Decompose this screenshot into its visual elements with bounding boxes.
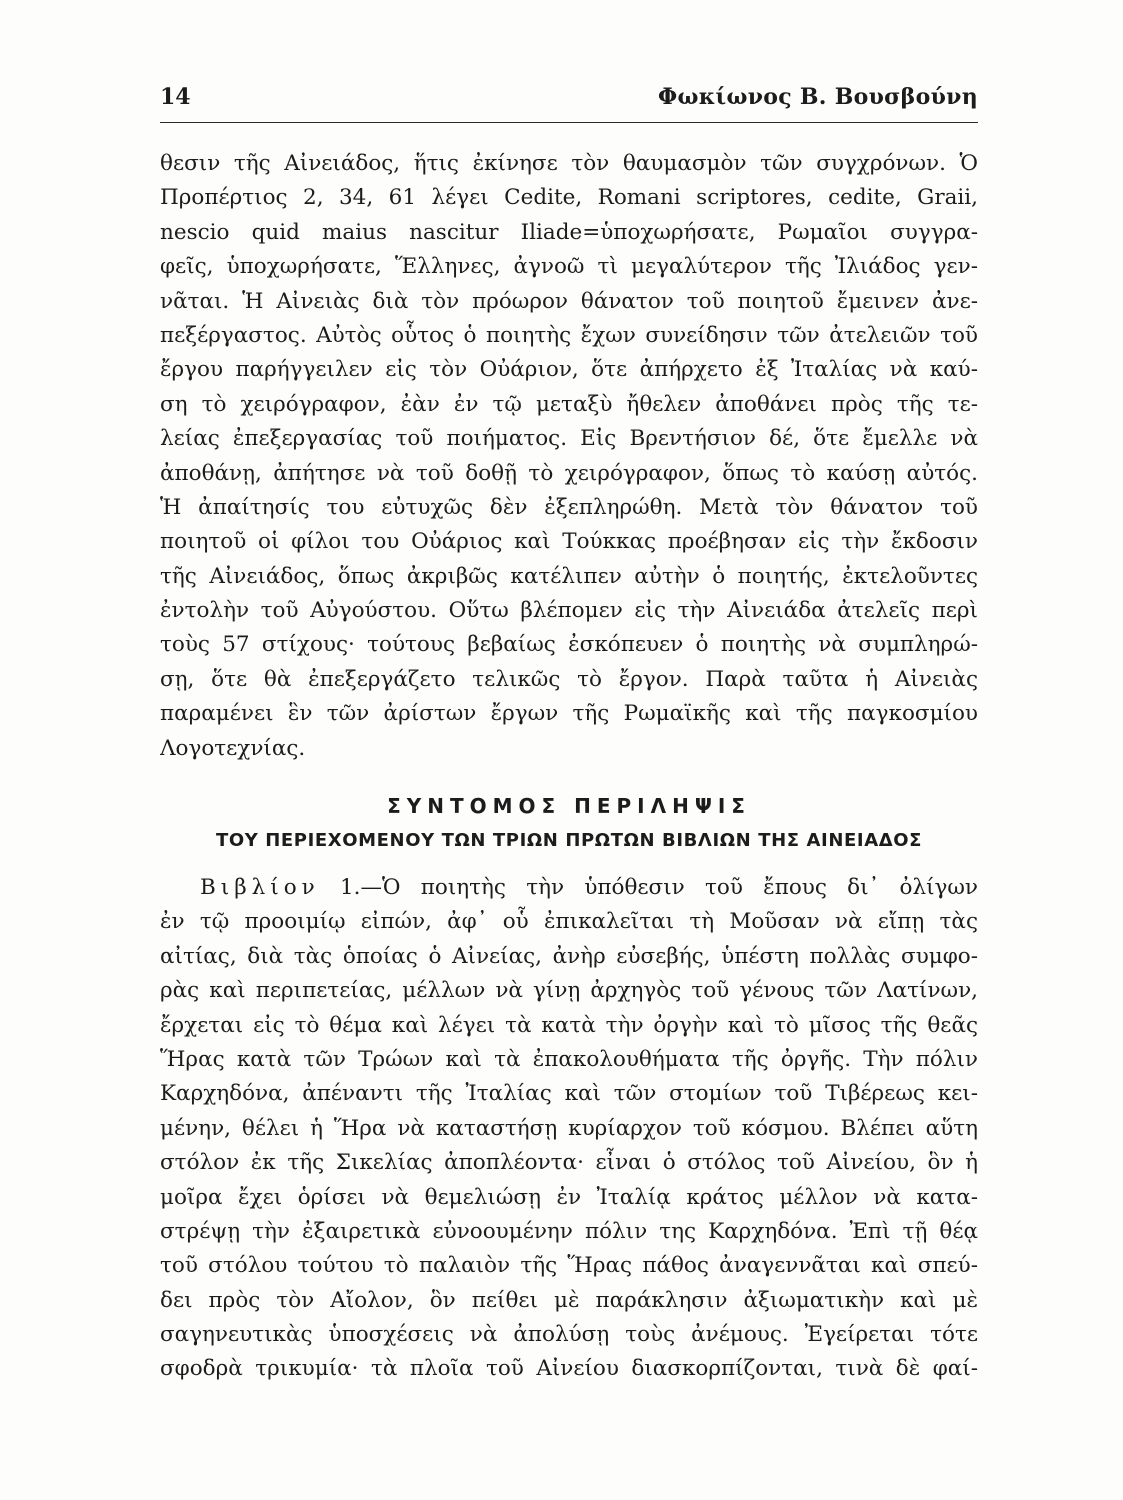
- text-line: ἔργου παρήγγειλεν εἰς τὸν Οὐάριον, ὅτε ἀπήρχετο ἐξ Ἰταλίας νὰ καύ-: [160, 357, 978, 383]
- text-line: ἔρχεται εἰς τὸ θέμα καὶ λέγει τὰ κατὰ τὴν ὀργὴν καὶ τὸ μῖσος τῆς θεᾶς: [160, 1012, 978, 1038]
- text-line: θεσιν τῆς Αἰνειάδος, ἥτις ἐκίνησε τὸν θαυμασμὸν τῶν συγχρόνων. Ὁ: [160, 151, 978, 176]
- text-line: Ἡ ἀπαίτησίς του εὐτυχῶς δὲν ἐξεπληρώθη. Μετὰ τὸν θάνατον τοῦ: [160, 494, 978, 520]
- text-line: αἰτίας, διὰ τὰς ὁποίας ὁ Αἰνείας, ἀνὴρ εὐσεβής, ὑπέστη πολλὰς συμφο-: [160, 943, 978, 969]
- text-line: ἐν τῷ προοιμίῳ εἰπών, ἀφ᾽ οὗ ἐπικαλεῖται τὴ Μοῦσαν νὰ εἴπῃ τὰς: [160, 909, 978, 935]
- first-line-text: 1.—Ὁ ποιητὴς τὴν ὑπόθεσιν τοῦ ἔπους δι᾽ ὀλίγων: [319, 875, 978, 900]
- text-line: ρὰς καὶ περιπετείας, μέλλων νὰ γίνῃ ἀρχηγὸς τοῦ γένους τῶν Λατίνων,: [160, 978, 978, 1004]
- text-line: δει πρὸς τὸν Αἴολον, ὃν πείθει μὲ παράκλησιν ἀξιωματικὴν καὶ μὲ: [160, 1287, 978, 1313]
- page-number: 14: [160, 84, 191, 110]
- text-line: σῃ, ὅτε θὰ ἐπεξεργάζετο τελικῶς τὸ ἔργον. Παρὰ ταῦτα ἡ Αἰνειὰς: [160, 666, 978, 692]
- text-line: Προπέρτιος 2, 34, 61 λέγει Cedite, Romani scriptores, cedite, Graii,: [160, 185, 978, 211]
- header-rule: [160, 122, 978, 123]
- text-line: μοῖρα ἔχει ὁρίσει νὰ θεμελιώσῃ ἐν Ἰταλίᾳ κράτος μέλλον νὰ κατα-: [160, 1184, 978, 1210]
- paragraph-2: [160, 871, 978, 1387]
- text-line: τοὺς 57 στίχους· τούτους βεβαίως ἐσκόπευεν ὁ ποιητὴς νὰ συμπληρώ-: [160, 632, 978, 658]
- text-line: παραμένει ἓν τῶν ἀρίστων ἔργων τῆς Ρωμαϊκῆς καὶ τῆς παγκοσμίου: [160, 701, 978, 727]
- paragraph-1: [160, 147, 978, 766]
- text-line: Καρχηδόνα, ἀπέναντι τῆς Ἰταλίας καὶ τῶν στομίων τοῦ Τιβέρεως κει-: [160, 1081, 978, 1107]
- text-line: μένην, θέλει ἡ Ἥρα νὰ καταστήσῃ κυρίαρχον τοῦ κόσμου. Βλέπει αὕτη: [160, 1115, 978, 1141]
- section-subtitle: ΤΟΥ ΠΕΡΙΕΧΟΜΕΝΟΥ ΤΩΝ ΤΡΙΩΝ ΠΡΩΤΩΝ ΒΙΒΛΙΩΝ ΤΗΣ ΑΙΝΕΙΑΔΟΣ: [215, 830, 923, 851]
- text-line: στόλον ἐκ τῆς Σικελίας ἀποπλέοντα· εἶναι ὁ στόλος τοῦ Αἰνείου, ὃν ἡ: [160, 1150, 978, 1176]
- text-line: στρέψῃ τὴν ἐξαιρετικὰ εὐνοουμένην πόλιν της Καρχηδόνα. Ἐπὶ τῇ θέᾳ: [160, 1218, 978, 1244]
- text-line: Λογοτεχνίας.: [160, 735, 306, 761]
- text-line: ση τὸ χειρόγραφον, ἐὰν ἐν τῷ μεταξὺ ἤθελεν ἀποθάνει πρὸς τῆς τε-: [160, 391, 978, 417]
- book-label: Βιβλίον: [200, 875, 320, 900]
- text-line: φεῖς, ὑποχωρήσατε, Ἕλληνες, ἀγνοῶ τὶ μεγαλύτερον τῆς Ἰλιάδος γεν-: [160, 254, 978, 280]
- running-head: Φωκίωνος Β. Βουσβούνη: [658, 84, 978, 110]
- text-line: σαγηνευτικὰς ὑποσχέσεις νὰ ἀπολύσῃ τοὺς ἀνέμους. Ἐγείρεται τότε: [160, 1322, 978, 1348]
- section-title: ΣΥΝΤΟΜΟΣ ΠΕΡΙΛΗΨΙΣ: [387, 794, 751, 818]
- text-line: λείας ἐπεξεργασίας τοῦ ποιήματος. Εἰς Βρεντήσιον δέ, ὅτε ἔμελλε νὰ: [160, 426, 978, 452]
- text-line: ἀποθάνῃ, ἀπήτησε νὰ τοῦ δοθῇ τὸ χειρόγραφον, ὅπως τὸ καύσῃ αὐτός.: [160, 460, 978, 486]
- text-line-first: [160, 871, 978, 905]
- text-line: σφοδρὰ τρικυμία· τὰ πλοῖα τοῦ Αἰνείου διασκορπίζονται, τινὰ δὲ φαί-: [160, 1356, 978, 1382]
- page-header: [160, 84, 978, 114]
- text-line: nescio quid maius nascitur Iliade=ὑποχωρήσατε, Ρωμαῖοι συγγρα-: [160, 219, 978, 245]
- text-line: ποιητοῦ οἱ φίλοι του Οὐάριος καὶ Τούκκας προέβησαν εἰς τὴν ἔκδοσιν: [160, 529, 978, 555]
- text-line: νᾶται. Ἡ Αἰνειὰς διὰ τὸν πρόωρον θάνατον τοῦ ποιητοῦ ἔμεινεν ἀνε-: [160, 288, 978, 314]
- text-line: τοῦ στόλου τούτου τὸ παλαιὸν τῆς Ἥρας πάθος ἀναγεννᾶται καὶ σπεύ-: [160, 1253, 978, 1279]
- text-line: ἐντολὴν τοῦ Αὐγούστου. Οὕτω βλέπομεν εἰς τὴν Αἰνειάδα ἀτελεῖς περὶ: [160, 598, 978, 624]
- text-line: πεξέργαστος. Αὐτὸς οὗτος ὁ ποιητὴς ἔχων συνείδησιν τῶν ἀτελειῶν τοῦ: [160, 322, 978, 348]
- text-line: τῆς Αἰνειάδος, ὅπως ἀκριβῶς κατέλιπεν αὐτὴν ὁ ποιητής, ἐκτελοῦντες: [160, 563, 978, 589]
- text-line: Ἥρας κατὰ τῶν Τρώων καὶ τὰ ἐπακολουθήματα τῆς ὀργῆς. Τὴν πόλιν: [160, 1046, 978, 1072]
